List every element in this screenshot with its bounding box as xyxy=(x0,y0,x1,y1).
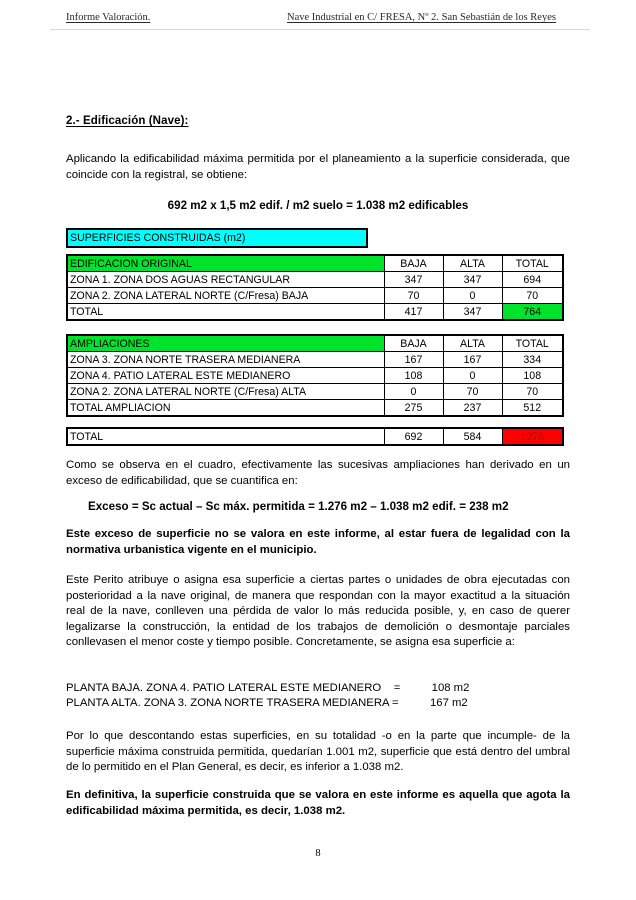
column-header-total: TOTAL xyxy=(502,335,563,352)
row-concept: ZONA 1. ZONA DOS AGUAS RECTANGULAR xyxy=(67,272,384,288)
row-baja: 417 xyxy=(384,304,443,321)
table1-header-label: EDIFICACION ORIGINAL xyxy=(67,255,384,272)
row-alta: 347 xyxy=(443,272,502,288)
row-baja: 275 xyxy=(384,400,443,417)
row-alta: 584 xyxy=(443,428,502,445)
row-concept: TOTAL AMPLIACION xyxy=(67,400,384,417)
row-total-excess: 1276 xyxy=(502,428,563,445)
table-row xyxy=(67,272,563,288)
row-baja: 692 xyxy=(384,428,443,445)
row-baja: 70 xyxy=(384,288,443,304)
table-total-row xyxy=(67,400,563,417)
paragraph-descontando: Por lo que descontando estas superficies, en su totalidad -o en la parte que incumple- de la superficie máxima construida permitida, quedarían 1.001 m2, superficie que está dentro del umbral de lo permitido en el Plan General, es decir, es inferior a 1.038 m2. xyxy=(66,730,570,774)
row-alta: 0 xyxy=(443,368,502,384)
header-divider-rule xyxy=(50,29,590,30)
assignment-line-planta-alta: PLANTA ALTA. ZONA 3. ZONA NORTE TRASERA MEDIANERA = 167 m2 xyxy=(66,697,468,709)
row-total: 108 xyxy=(502,368,563,384)
row-baja: 167 xyxy=(384,352,443,368)
row-concept: ZONA 4. PATIO LATERAL ESTE MEDIANERO xyxy=(67,368,384,384)
row-total: 334 xyxy=(502,352,563,368)
row-total: 70 xyxy=(502,384,563,400)
row-alta: 347 xyxy=(443,304,502,321)
table-row xyxy=(67,288,563,304)
column-header-alta: ALTA xyxy=(443,255,502,272)
edificability-formula: 692 m2 x 1,5 m2 edif. / m2 suelo = 1.038 m2 edificables xyxy=(167,199,469,212)
column-header-baja: BAJA xyxy=(384,335,443,352)
row-alta: 237 xyxy=(443,400,502,417)
excess-formula: Exceso = Sc actual – Sc máx. permitida = 1.276 m2 – 1.038 m2 edif. = 238 m2 xyxy=(88,500,509,513)
row-alta: 0 xyxy=(443,288,502,304)
column-header-total: TOTAL xyxy=(502,255,563,272)
row-concept: ZONA 3. ZONA NORTE TRASERA MEDIANERA xyxy=(67,352,384,368)
row-concept: ZONA 2. ZONA LATERAL NORTE (C/Fresa) BAJA xyxy=(67,288,384,304)
row-baja: 0 xyxy=(384,384,443,400)
row-total-highlight: 764 xyxy=(502,304,563,321)
table-row xyxy=(67,368,563,384)
surfaces-banner: SUPERFICIES CONSTRUIDAS (m2) xyxy=(66,228,368,248)
row-total: 694 xyxy=(502,272,563,288)
row-alta: 70 xyxy=(443,384,502,400)
row-baja: 108 xyxy=(384,368,443,384)
row-concept: ZONA 2. ZONA LATERAL NORTE (C/Fresa) ALTA xyxy=(67,384,384,400)
table-row xyxy=(67,352,563,368)
table-header-row xyxy=(67,255,563,272)
row-alta: 167 xyxy=(443,352,502,368)
row-concept: TOTAL xyxy=(67,428,384,445)
running-header-right: Nave Industrial en C/ FRESA, Nº 2. San Sebastián de los Reyes xyxy=(287,12,556,23)
paragraph-perito: Este Perito atribuye o asigna esa superficie a ciertas partes o unidades de obra ejecutadas con posterioridad a la nave original, de manera que respondan con la mayor exactitud a la situación real de la nave, conlleven una pérdida de valor lo más reducida posible, y, en caso de querer legalizarse la construcción, la entidad de los trabajos de demolición o desmontaje parciales conllevasen el menor coste y tiempo posible. Concretamente, se asigna esa superficie a: xyxy=(66,574,570,649)
assignment-line-planta-baja: PLANTA BAJA. ZONA 4. PATIO LATERAL ESTE MEDIANERO = 108 m2 xyxy=(66,682,470,694)
table-total-row xyxy=(67,304,563,321)
table2-header-label: AMPLIACIONES xyxy=(67,335,384,352)
running-header-left: Informe Valoración. xyxy=(66,12,151,23)
row-baja: 347 xyxy=(384,272,443,288)
row-total: 512 xyxy=(502,400,563,417)
paragraph-cuadro: Como se observa en el cuadro, efectivamente las sucesivas ampliaciones han derivado en un exceso de edificabilidad, que se cuantifica en: xyxy=(66,459,570,487)
table-edificacion-original xyxy=(66,254,564,321)
column-header-baja: BAJA xyxy=(384,255,443,272)
table-grand-total xyxy=(66,427,564,446)
paragraph-no-valora: Este exceso de superficie no se valora en este informe, al estar fuera de legalidad con la normativa urbanistica vigente en el municipio. xyxy=(66,528,570,556)
table-ampliaciones xyxy=(66,334,564,417)
section-heading: 2.- Edificación (Nave): xyxy=(66,115,189,127)
grand-total-row xyxy=(67,428,563,445)
page-number: 8 xyxy=(315,848,321,859)
table-row xyxy=(67,384,563,400)
column-header-alta: ALTA xyxy=(443,335,502,352)
row-concept: TOTAL xyxy=(67,304,384,321)
intro-paragraph: Aplicando la edificabilidad máxima permitida por el planeamiento a la superficie considerada, que coincide con la registral, se obtiene: xyxy=(66,153,570,181)
row-total: 70 xyxy=(502,288,563,304)
paragraph-definitiva: En definitiva, la superficie construida que se valora en este informe es aquella que agota la edificabilidad máxima permitida, es decir, 1.038 m2. xyxy=(66,789,570,817)
table-header-row xyxy=(67,335,563,352)
